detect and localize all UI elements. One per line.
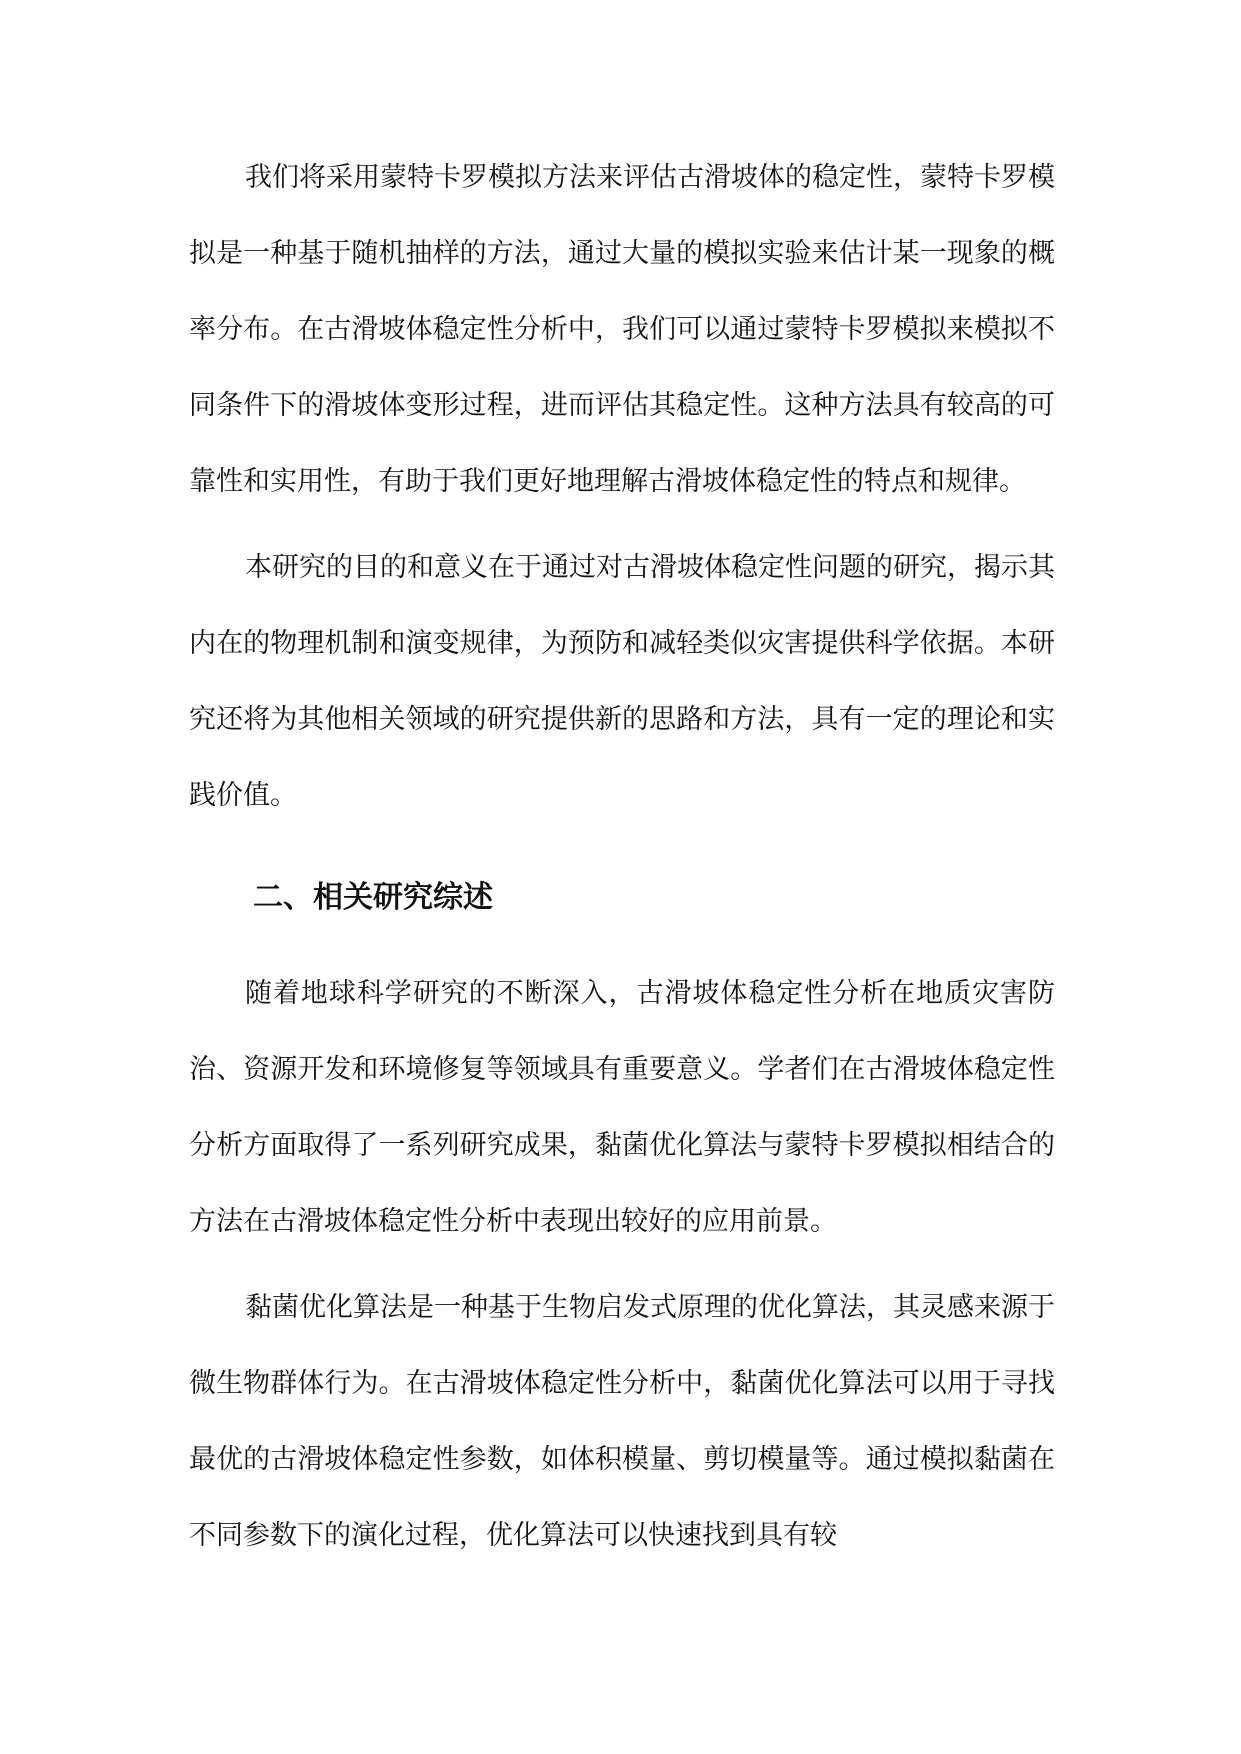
- paragraph-research-purpose: 本研究的目的和意义在于通过对古滑坡体稳定性问题的研究，揭示其内在的物理机制和演变规律，为预防和减轻类似灾害提供科学依据。本研究还将为其他相关领域的研究提供新的思路和方法，具有一定的理论和实践价值。: [189, 552, 1055, 811]
- document-body: [189, 140, 1055, 1584]
- section-heading-related-research: 二、相关研究综述: [253, 880, 493, 915]
- paragraph-research-background: 随着地球科学研究的不断深入，古滑坡体稳定性分析在地质灾害防治、资源开发和环境修复等领域具有重要意义。学者们在古滑坡体稳定性分析方面取得了一系列研究成果，黏菌优化算法与蒙特卡罗模拟相结合的方法在古滑坡体稳定性分析中表现出较好的应用前景。: [189, 978, 1055, 1237]
- paragraph-slime-mould-algorithm: 黏菌优化算法是一种基于生物启发式原理的优化算法，其灵感来源于微生物群体行为。在古滑坡体稳定性分析中，黏菌优化算法可以用于寻找最优的古滑坡体稳定性参数，如体积模量、剪切模量等。通过模拟黏菌在不同参数下的演化过程，优化算法可以快速找到具有较: [189, 1292, 1055, 1551]
- paragraph-monte-carlo-method: 我们将采用蒙特卡罗模拟方法来评估古滑坡体的稳定性，蒙特卡罗模拟是一种基于随机抽样的方法，通过大量的模拟实验来估计某一现象的概率分布。在古滑坡体稳定性分析中，我们可以通过蒙特卡罗模拟来模拟不同条件下的滑坡体变形过程，进而评估其稳定性。这种方法具有较高的可靠性和实用性，有助于我们更好地理解古滑坡体稳定性的特点和规律。: [189, 162, 1055, 497]
